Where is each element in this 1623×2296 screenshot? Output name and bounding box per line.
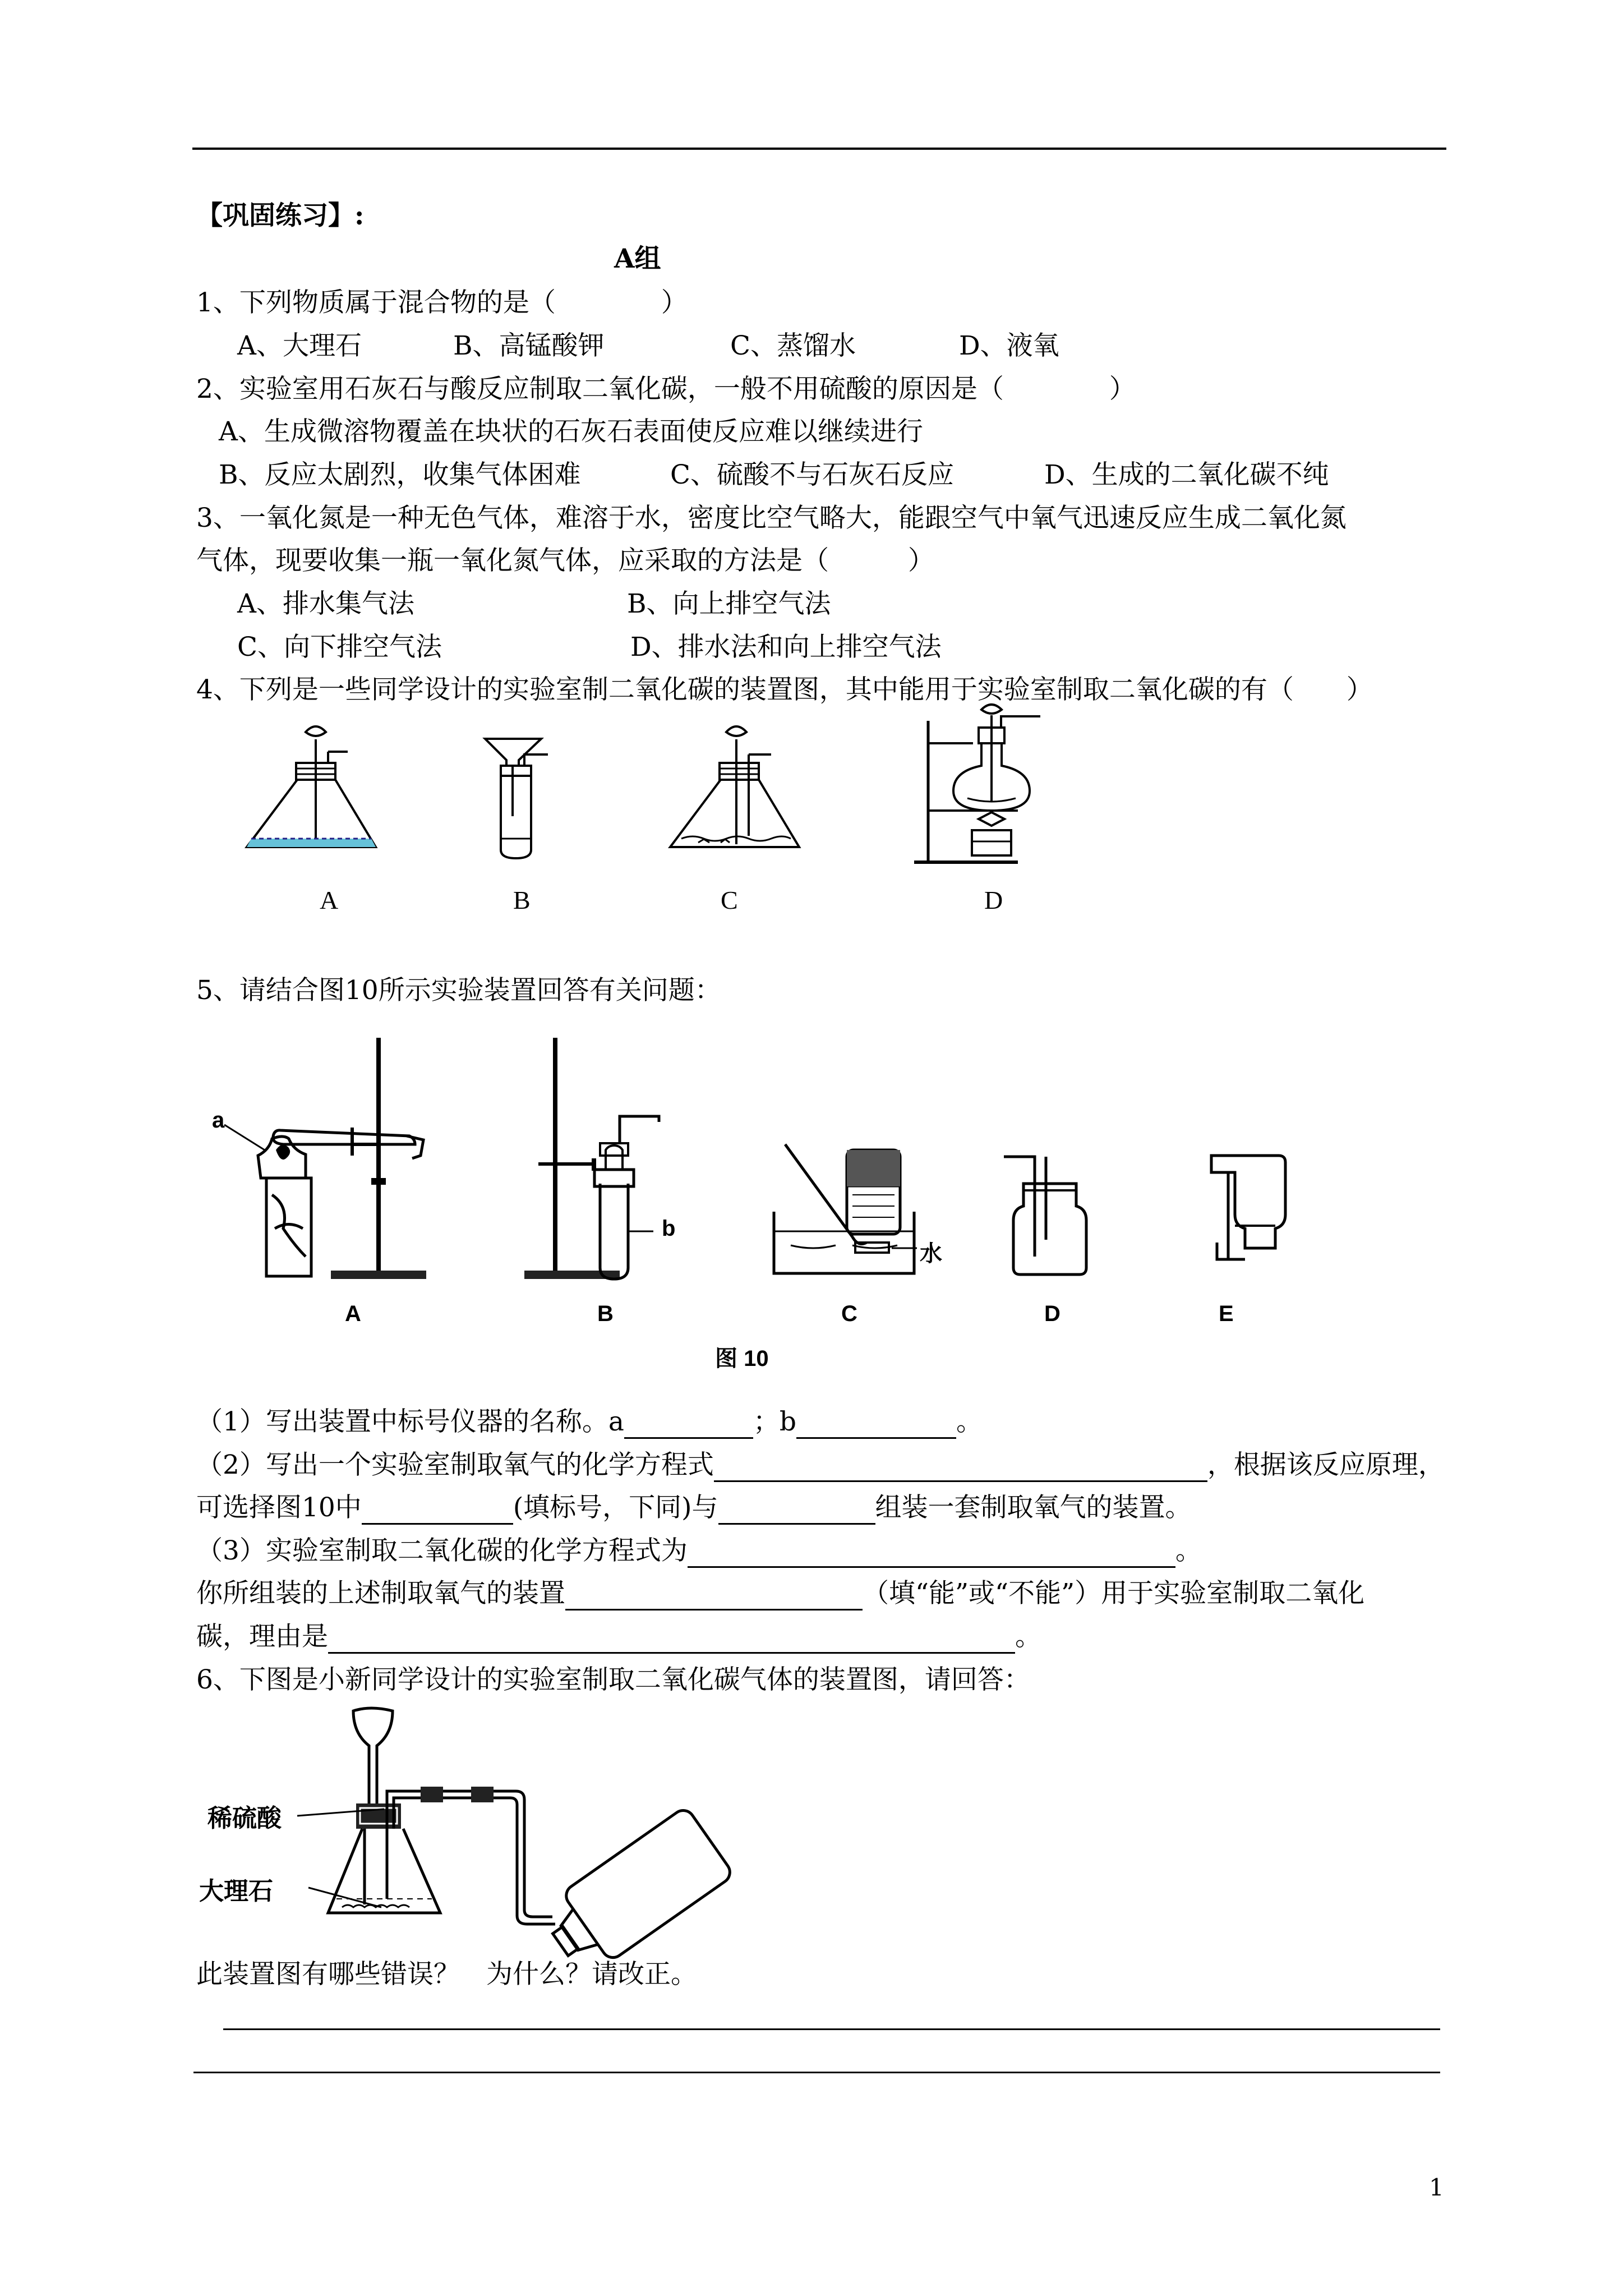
q2-stem: 2、实验室用石灰石与酸反应制取二氧化碳，一般不用硫酸的原因是（ ） [196,374,1136,404]
fig10-label-c: C [841,1301,857,1326]
q4-label-d: D [984,886,1003,914]
q3-option-a: A、排水集气法 [237,588,414,619]
q5-part2b [196,1491,1192,1525]
q5-part2-prefix: （2）写出一个实验室制取氧气的化学方程式 [196,1450,714,1480]
fig10-label-a: A [345,1301,361,1326]
q3-option-d: D、排水法和向上排空气法 [630,632,942,662]
q4-apparatus-a [241,724,381,861]
answer-blank-collector[interactable] [718,1498,875,1525]
q5-part1-end: 。 [956,1406,983,1437]
q5-part3c-prefix: 碳，理由是 [196,1621,328,1652]
q5-stem: 5、请结合图10所示实验装置回答有关问题： [196,975,721,1006]
q4-label-c: C [721,886,738,914]
fig10-apparatus-e [1206,1147,1290,1287]
q6-label-marble: 大理石 [199,1878,273,1905]
answer-blank-o2-equation[interactable] [714,1456,1207,1482]
q2-option-b: B、反应太剧烈，收集气体困难 [219,459,581,490]
q4-apparatus-b [479,732,552,861]
q1-option-d: D、液氧 [959,330,1059,361]
q5-part2b-suffix: 组装一套制取氧气的装置。 [875,1492,1192,1523]
q5-part3c-end: 。 [1015,1621,1041,1652]
q2-option-a: A、生成微溶物覆盖在块状的石灰石表面使反应难以继续进行 [219,416,923,447]
fig10-apparatus-d [1001,1144,1091,1285]
q4-apparatus-c [665,724,805,861]
q5-part1-prefix: （1）写出装置中标号仪器的名称。a [196,1406,624,1437]
group-title: A组 [614,243,661,274]
q1-option-c: C、蒸馏水 [730,330,856,361]
q6-label-pointers [264,1809,404,1910]
section-title: 【巩固练习】: [196,200,365,231]
fig10-label-d: D [1044,1301,1061,1326]
fig10-label-e: E [1219,1301,1234,1326]
page-number: 1 [1429,2174,1444,2201]
answer-blank-co2-equation[interactable] [688,1542,1175,1568]
fig10-apparatus-b [522,1032,690,1287]
q3-stem-line2: 气体，现要收集一瓶一氧化氮气体，应采取的方法是（ ） [196,545,934,576]
q1-stem: 1、下列物质属于混合物的是（ ） [196,287,688,318]
q5-part3-prefix: （3）实验室制取二氧化碳的化学方程式为 [196,1535,688,1566]
q2-option-d: D、生成的二氧化碳不纯 [1044,459,1329,490]
fig10-label-b: B [597,1301,614,1326]
answer-line-1[interactable] [223,2028,1440,2030]
q5-part3 [196,1534,1202,1568]
q6-label-acid: 稀硫酸 [208,1805,282,1832]
q4-label-a: A [320,886,339,914]
fig10-caption: 图 10 [715,1346,769,1371]
q1-option-b: B、高锰酸钾 [453,330,605,361]
q5-part2-suffix: ，根据该反应原理， [1207,1450,1445,1480]
q1-option-a: A、大理石 [237,330,362,361]
answer-blank-a[interactable] [624,1412,753,1439]
q4-apparatus-d [911,704,1057,872]
q5-part3-end: 。 [1175,1535,1202,1566]
q5-part2b-mid: (填标号，下同)与 [513,1492,718,1523]
q2-option-c: C、硫酸不与石灰石反应 [670,459,954,490]
q6-stem: 6、下图是小新同学设计的实验室制取二氧化碳气体的装置图，请回答： [196,1664,1030,1695]
q3-stem-line1: 3、一氧化氮是一种无色气体，难溶于水，密度比空气略大，能跟空气中氧气迅速反应生成二氧化氮 [196,503,1347,533]
fig10-label-water: 水 [920,1241,942,1266]
answer-line-2[interactable] [193,2072,1440,2073]
q6-question: 此装置图有哪些错误？ 为什么？请改正。 [196,1959,697,1990]
fig10-label-a-pointer: a [212,1108,225,1133]
q5-part3b-suffix: （填“能”或“不能”）用于实验室制取二氧化 [863,1578,1365,1609]
fig10-apparatus-a [213,1032,426,1287]
q5-part2 [196,1448,1445,1482]
q5-part2b-prefix: 可选择图10中 [196,1492,362,1523]
fig10-label-b-pointer: b [662,1216,676,1241]
q3-option-b: B、向上排空气法 [627,588,831,619]
answer-blank-can-or-cannot[interactable] [565,1584,863,1611]
q3-option-c: C、向下排空气法 [237,632,442,662]
q5-part1-mid: ；b [753,1406,797,1437]
q4-label-b: B [513,886,531,914]
answer-blank-b[interactable] [796,1412,956,1439]
q4-stem: 4、下列是一些同学设计的实验室制二氧化碳的装置图，其中能用于实验室制取二氧化碳的有（ ） [196,674,1373,705]
answer-blank-reason[interactable] [328,1627,1015,1654]
q5-part1 [196,1405,983,1439]
q5-part3b [196,1577,1364,1611]
header-rule [192,148,1446,150]
q5-part3c [196,1620,1041,1654]
q5-part3b-prefix: 你所组装的上述制取氧气的装置 [196,1578,565,1609]
answer-blank-generator[interactable] [362,1498,513,1525]
